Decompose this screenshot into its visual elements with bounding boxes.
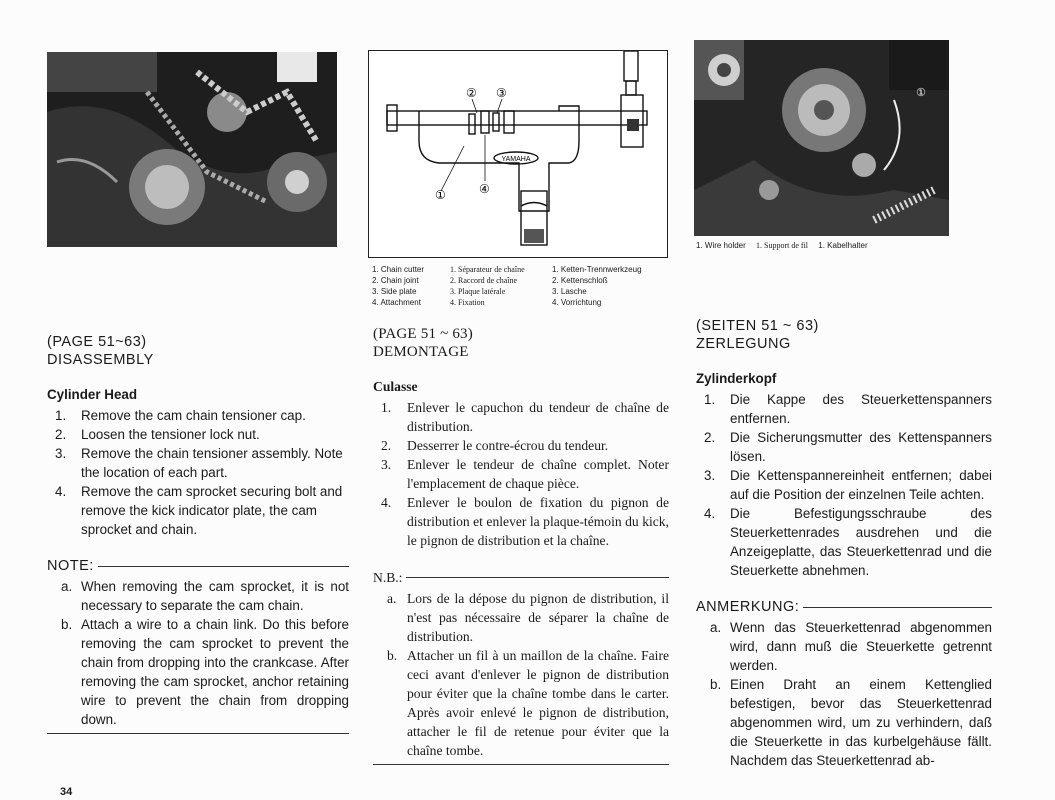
legend-en-item: 3. Side plate: [372, 287, 417, 296]
step-item: [47, 425, 349, 444]
legend-de-item: 3. Lasche: [552, 287, 587, 296]
note-letter: a.: [387, 591, 397, 606]
step-text: Remove the chain tensioner assembly. Note the location of each part.: [81, 446, 343, 480]
chain-cutter-diagram: [368, 50, 668, 258]
note-text: Attacher un fil à un maillon de la chaîne. Faire ceci avant d'enlever le pignon de distribution pour éviter que la chaîne tombe dans le carter. Après avoir enlevé le pignon de distribution, attacher le fil de retenue pour éviter que la chaîne tombe.: [407, 648, 669, 758]
step-number: 3.: [381, 457, 392, 472]
photo-right-caption: [696, 240, 956, 251]
column-german: [696, 317, 992, 770]
legend-de-item: 4. Vorrichtung: [552, 298, 602, 307]
step-text: Loosen the tensioner lock nut.: [81, 427, 260, 442]
note-letter: b.: [61, 617, 73, 632]
legend-de: [552, 264, 670, 308]
step-text: Desserrer le contre-écrou du tendeur.: [407, 438, 609, 453]
note-item: [373, 589, 669, 646]
step-list: [696, 390, 992, 580]
note-item: [373, 646, 669, 760]
note-letter: b.: [710, 677, 722, 692]
note-text: Lors de la dépose du pignon de distribution, il n'est pas nécessaire de séparer la chaîne de distribution.: [407, 591, 669, 644]
legend-de-item: 2. Kettenschloß: [552, 276, 608, 285]
note-letter: a.: [61, 579, 73, 594]
step-number: 1.: [381, 400, 392, 415]
note-end-rule: [373, 764, 669, 765]
note-text: Einen Draht an einem Kettenglied befestigen, bevor das Steuerkettenrad abgenommen wird, um zu verhindern, daß die Steuerkette in das kurbelgehäuse fällt. Nachdem das Steuerkettenrad ab-: [730, 677, 992, 768]
step-text: Remove the cam chain tensioner cap.: [81, 408, 306, 423]
column-french: [373, 325, 669, 765]
note-letter: b.: [387, 648, 398, 663]
note-text: Attach a wire to a chain link. Do this before removing the cam sprocket to prevent the chain from dropping into the crankcase. After removing the cam sprocket, anchor retaining wire to prevent the chain from dropping down.: [81, 617, 349, 727]
step-text: Die Sicherungsmutter des Kettenspanners lösen.: [730, 430, 992, 464]
note-label: N.B.:: [373, 570, 403, 585]
legend-fr-item: 2. Raccord de chaîne: [450, 276, 518, 285]
step-number: 1.: [704, 392, 716, 407]
legend-de-item: 1. Ketten-Trennwerkzeug: [552, 265, 642, 274]
note-rule: [98, 566, 349, 567]
engine-photo-left: [47, 52, 337, 247]
note-item: [696, 618, 992, 675]
step-text: Die Kettenspannereinheit entfernen; dabei auf die Position der einzelnen Teile achten.: [730, 468, 992, 502]
step-item: [696, 466, 992, 504]
note-item: [696, 675, 992, 770]
legend-fr-item: 3. Plaque latérale: [450, 287, 506, 296]
step-item: [696, 390, 992, 428]
engine-photo-right-image: [694, 40, 949, 236]
note-rule: [406, 577, 669, 578]
caption-fr: 1. Support de fil: [756, 241, 809, 250]
step-list: [373, 398, 669, 550]
subheading: Cylinder Head: [47, 387, 138, 402]
legend-en-item: 2. Chain joint: [372, 276, 419, 285]
knurled-knob: [627, 119, 639, 131]
step-number: 4.: [381, 495, 392, 510]
note-text: When removing the cam sprocket, it is not necessary to separate the cam chain.: [81, 579, 349, 613]
legend-en: [372, 264, 450, 308]
section-title: DEMONTAGE: [373, 344, 469, 360]
step-item: [696, 428, 992, 466]
note-end-rule: [47, 733, 349, 734]
step-number: 3.: [704, 468, 716, 483]
page-reference: (SEITEN 51 ~ 63): [696, 318, 819, 334]
step-text: Enlever le tendeur de chaîne complet. Noter l'emplacement de chaque pièce.: [407, 457, 669, 491]
callout-1: ①: [435, 188, 446, 202]
note-label: NOTE:: [47, 558, 94, 574]
section-title: DISASSEMBLY: [47, 352, 154, 368]
step-item: [47, 406, 349, 425]
section-title: ZERLEGUNG: [696, 336, 791, 352]
step-number: 1.: [55, 408, 67, 423]
note-letter: a.: [710, 620, 722, 635]
photo-callout-1: ①: [916, 86, 926, 99]
note-header: [696, 598, 992, 616]
step-number: 2.: [704, 430, 716, 445]
page-reference: (PAGE 51 ~ 63): [373, 326, 473, 342]
legend-fr-item: 4. Fixation: [450, 298, 485, 307]
step-number: 2.: [55, 427, 67, 442]
step-item: [47, 482, 349, 539]
subheading: Culasse: [373, 379, 418, 394]
engine-photo-left-image: [47, 52, 337, 247]
subheading: Zylinderkopf: [696, 371, 777, 386]
page-number: 34: [60, 786, 73, 798]
step-number: 4.: [55, 484, 67, 499]
step-item: [373, 493, 669, 550]
note-list: [47, 577, 349, 729]
caption-en: 1. Wire holder: [696, 241, 746, 250]
note-text: Wenn das Steuerkettenrad abgenommen wird, dann muß die Steuerkette getrennt werden.: [730, 620, 992, 673]
step-text: Die Befestigungsschraube des Steuerkettenrades ausdrehen und die Anzeigeplatte, das Steuerkettenrad und die Steuerkette abnehmen.: [730, 506, 992, 578]
step-text: Enlever le boulon de fixation du pignon de distribution et enlever la plaque-témoin du kick, le pignon de distribution et la chaîne.: [407, 495, 669, 548]
note-list: [373, 589, 669, 760]
legend-en-item: 1. Chain cutter: [372, 265, 425, 274]
yamaha-brand-label: YAMAHA: [501, 156, 531, 163]
step-number: 2.: [381, 438, 392, 453]
column-english: [47, 333, 349, 734]
callout-3: ③: [496, 86, 507, 100]
step-number: 3.: [55, 446, 67, 461]
step-item: [47, 444, 349, 482]
step-item: [373, 436, 669, 455]
caption-de: 1. Kabelhalter: [818, 241, 868, 250]
chain-cutter-illustration: [369, 51, 667, 257]
step-item: [373, 398, 669, 436]
callout-4: ④: [479, 182, 490, 196]
engine-photo-right: [694, 40, 949, 236]
note-item: [47, 577, 349, 615]
legend-en-item: 4. Attachment: [372, 298, 421, 307]
step-item: [373, 455, 669, 493]
step-list: [47, 406, 349, 539]
step-number: 4.: [704, 506, 716, 521]
knurled-grip: [524, 229, 544, 243]
note-label: ANMERKUNG:: [696, 599, 800, 615]
step-text: Die Kappe des Steuerkettenspanners entfernen.: [730, 392, 992, 426]
step-text: Remove the cam sprocket securing bolt and remove the kick indicator plate, the cam sprocket and chain.: [81, 484, 343, 537]
note-header: [373, 568, 669, 587]
note-header: [47, 557, 349, 575]
note-rule: [803, 607, 992, 608]
page-reference: (PAGE 51~63): [47, 334, 147, 350]
note-item: [47, 615, 349, 729]
step-item: [696, 504, 992, 580]
callout-2: ②: [466, 86, 477, 100]
legend-fr: [450, 264, 554, 308]
note-list: [696, 618, 992, 770]
step-text: Enlever le capuchon du tendeur de chaîne de distribution.: [407, 400, 669, 434]
legend-fr-item: 1. Séparateur de chaîne: [450, 265, 525, 274]
